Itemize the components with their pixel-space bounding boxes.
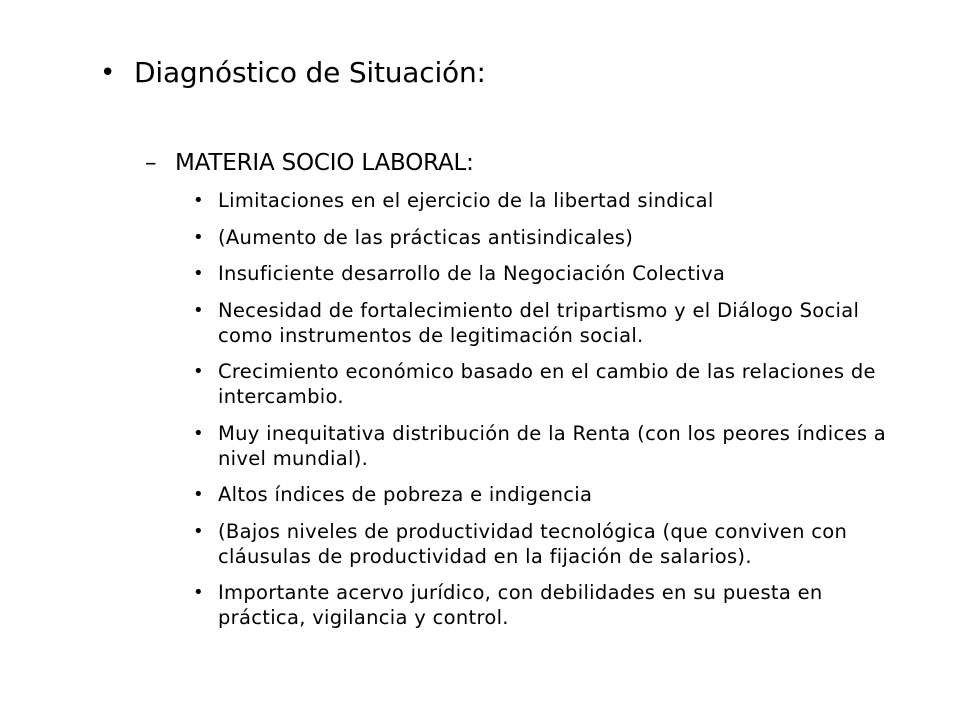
dash-icon: –: [145, 150, 157, 176]
bullet-icon: •: [193, 484, 204, 505]
list-item: [193, 261, 893, 286]
slide-heading: Diagnóstico de Situación:: [134, 56, 486, 89]
list-item-text: Crecimiento económico basado en el cambio de las relaciones de intercambio.: [218, 360, 876, 408]
list-item: [193, 298, 893, 348]
list-item: [193, 482, 893, 507]
subheading-row: [145, 145, 935, 181]
list-item-text: Insuficiente desarrollo de la Negociación Colectiva: [218, 262, 726, 285]
list-item-text: Altos índices de pobreza e indigencia: [218, 483, 593, 506]
slide-subheading: MATERIA SOCIO LABORAL:: [175, 150, 474, 176]
bullet-icon: •: [193, 361, 204, 382]
list-item: [193, 188, 893, 213]
list-item-text: (Bajos niveles de productividad tecnológica (que conviven con cláusulas de productividad en la fijación de salarios).: [218, 519, 848, 568]
bullet-icon: •: [100, 58, 116, 88]
list-item: [193, 421, 893, 471]
list-item-text: Necesidad de fortalecimiento del tripartismo y el Diálogo Social como instrumentos de legitimación social.: [218, 298, 860, 347]
bullet-icon: •: [193, 190, 204, 211]
bullet-icon: •: [193, 299, 204, 321]
bullet-icon: •: [193, 582, 204, 603]
list-item: [193, 225, 893, 250]
list-item-text: Muy inequitativa distribución de la Renta (con los peores índices a nivel mundial).: [218, 421, 887, 470]
bullet-icon: •: [193, 422, 204, 444]
list-item-text: Importante acervo jurídico, con debilidades en su puesta en práctica, vigilancia y control.: [218, 581, 823, 629]
heading-row: [100, 53, 940, 93]
list-item: [193, 580, 893, 630]
list-item: [193, 519, 893, 569]
bullet-icon: •: [193, 263, 204, 284]
list-item: [193, 359, 893, 409]
list-item-text: Limitaciones en el ejercicio de la libertad sindical: [218, 189, 714, 212]
bullet-icon: •: [193, 520, 204, 542]
bullet-icon: •: [193, 226, 204, 248]
bullet-list: [193, 188, 893, 642]
list-item-text: (Aumento de las prácticas antisindicales): [218, 225, 634, 249]
